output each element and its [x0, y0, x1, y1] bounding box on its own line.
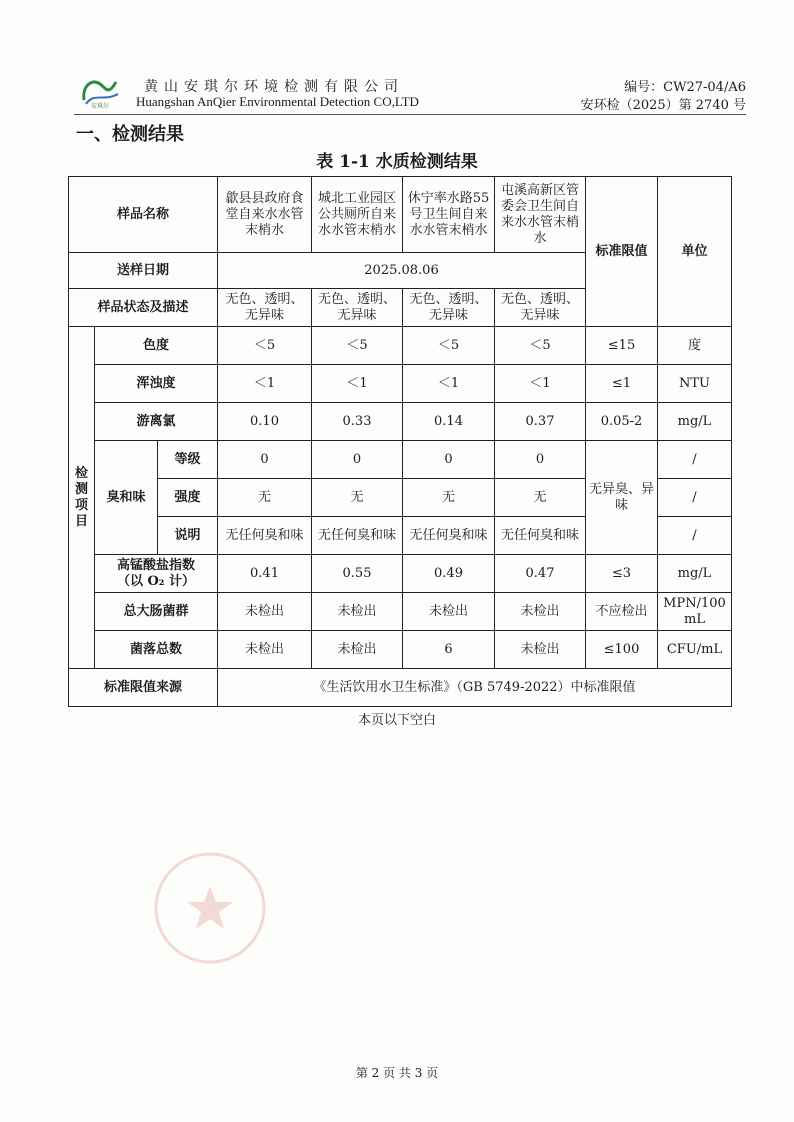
coliform-value-4: 未检出: [495, 593, 586, 631]
date-label: 送样日期: [69, 253, 218, 289]
sample-name-1: 歙县县政府食堂自来水水管末梢水: [218, 177, 312, 253]
state-value-2: 无色、透明、无异味: [312, 289, 403, 327]
table-row: [69, 669, 732, 707]
odor-grade-unit: /: [658, 441, 732, 479]
color-value-4: ＜5: [495, 327, 586, 365]
odor-description-value-2: 无任何臭和味: [312, 517, 403, 555]
permanganate-limit: ≤3: [586, 555, 658, 593]
faded-stamp: [150, 848, 270, 968]
permanganate-value-2: 0.55: [312, 555, 403, 593]
group-label-text: 检测项目: [74, 465, 88, 529]
odor-description-value-3: 无任何臭和味: [403, 517, 495, 555]
permanganate-label-line2: （以 O₂ 计）: [116, 573, 196, 589]
table-row: [69, 631, 732, 669]
unit-header: 单位: [658, 177, 732, 327]
colony-limit: ≤100: [586, 631, 658, 669]
state-value-4: 无色、透明、无异味: [495, 289, 586, 327]
coliform-value-1: 未检出: [218, 593, 312, 631]
coliform-limit: 不应检出: [586, 593, 658, 631]
results-table: [68, 176, 732, 707]
color-unit: 度: [658, 327, 732, 365]
odor-intensity-unit: /: [658, 479, 732, 517]
turbidity-value-1: ＜1: [218, 365, 312, 403]
permanganate-value-3: 0.49: [403, 555, 495, 593]
chlorine-value-3: 0.14: [403, 403, 495, 441]
color-value-3: ＜5: [403, 327, 495, 365]
chlorine-value-1: 0.10: [218, 403, 312, 441]
state-value-3: 无色、透明、无异味: [403, 289, 495, 327]
document-code: 编号：CW27-04/A6: [624, 80, 746, 95]
color-label: 色度: [95, 327, 218, 365]
logo-text: 安琪尔: [90, 103, 110, 110]
colony-value-4: 未检出: [495, 631, 586, 669]
source-label: 标准限值来源: [69, 669, 218, 707]
permanganate-value-1: 0.41: [218, 555, 312, 593]
state-value-1: 无色、透明、无异味: [218, 289, 312, 327]
permanganate-label: [95, 555, 218, 593]
odor-grade-label: 等级: [158, 441, 218, 479]
source-value: 《生活饮用水卫生标准》（GB 5749-2022）中标准限值: [218, 669, 732, 707]
table-row: [69, 177, 732, 253]
permanganate-label-line1: 高锰酸盐指数: [116, 557, 195, 573]
odor-description-value-4: 无任何臭和味: [495, 517, 586, 555]
sample-name-label: 样品名称: [69, 177, 218, 253]
color-limit: ≤15: [586, 327, 658, 365]
table-row: [69, 365, 732, 403]
turbidity-unit: NTU: [658, 365, 732, 403]
chlorine-label: 游离氯: [95, 403, 218, 441]
turbidity-value-2: ＜1: [312, 365, 403, 403]
odor-grade-value-1: 0: [218, 441, 312, 479]
odor-grade-value-2: 0: [312, 441, 403, 479]
table-row: [69, 555, 732, 593]
turbidity-value-4: ＜1: [495, 365, 586, 403]
colony-unit: CFU/mL: [658, 631, 732, 669]
odor-intensity-value-2: 无: [312, 479, 403, 517]
sample-name-4: 屯溪高新区管委会卫生间自来水水管末梢水: [495, 177, 586, 253]
table-row: [69, 403, 732, 441]
header-divider: [74, 114, 746, 115]
odor-intensity-value-1: 无: [218, 479, 312, 517]
table-title: 表 1-1 水质检测结果: [316, 152, 478, 172]
odor-grade-value-3: 0: [403, 441, 495, 479]
odor-description-unit: /: [658, 517, 732, 555]
colony-value-2: 未检出: [312, 631, 403, 669]
colony-value-1: 未检出: [218, 631, 312, 669]
chlorine-value-4: 0.37: [495, 403, 586, 441]
turbidity-value-3: ＜1: [403, 365, 495, 403]
odor-label: 臭和味: [95, 441, 158, 555]
state-label: 样品状态及描述: [69, 289, 218, 327]
chlorine-unit: mg/L: [658, 403, 732, 441]
group-label: [69, 327, 95, 669]
colony-label: 菌落总数: [95, 631, 218, 669]
turbidity-limit: ≤1: [586, 365, 658, 403]
permanganate-unit: mg/L: [658, 555, 732, 593]
coliform-value-2: 未检出: [312, 593, 403, 631]
turbidity-label: 浑浊度: [95, 365, 218, 403]
chlorine-value-2: 0.33: [312, 403, 403, 441]
coliform-unit: MPN/100mL: [658, 593, 732, 631]
table-row: [69, 593, 732, 631]
sample-name-2: 城北工业园区公共厕所自来水水管末梢水: [312, 177, 403, 253]
odor-intensity-value-4: 无: [495, 479, 586, 517]
coliform-label: 总大肠菌群: [95, 593, 218, 631]
section-title: 一、检测结果: [76, 124, 184, 145]
odor-intensity-value-3: 无: [403, 479, 495, 517]
date-value: 2025.08.06: [218, 253, 586, 289]
company-logo: [78, 74, 122, 110]
table-row: [69, 441, 732, 479]
odor-grade-value-4: 0: [495, 441, 586, 479]
color-value-1: ＜5: [218, 327, 312, 365]
odor-description-label: 说明: [158, 517, 218, 555]
limit-header: 标准限值: [586, 177, 658, 327]
company-name-en: Huangshan AnQier Environmental Detection CO,LTD: [136, 94, 419, 109]
colony-value-3: 6: [403, 631, 495, 669]
odor-intensity-label: 强度: [158, 479, 218, 517]
report-number: 安环检（2025）第 2740 号: [580, 98, 746, 113]
chlorine-limit: 0.05-2: [586, 403, 658, 441]
coliform-value-3: 未检出: [403, 593, 495, 631]
company-name-cn: 黄山安琪尔环境检测有限公司: [144, 79, 404, 95]
odor-description-value-1: 无任何臭和味: [218, 517, 312, 555]
permanganate-value-4: 0.47: [495, 555, 586, 593]
odor-limit: 无异臭、异味: [586, 441, 658, 555]
page-number: 第 2 页 共 3 页: [355, 1066, 439, 1080]
table-row: [69, 327, 732, 365]
sample-name-3: 休宁率水路55号卫生间自来水水管末梢水: [403, 177, 495, 253]
page-header: [74, 72, 746, 116]
blank-note: 本页以下空白: [357, 713, 436, 728]
color-value-2: ＜5: [312, 327, 403, 365]
